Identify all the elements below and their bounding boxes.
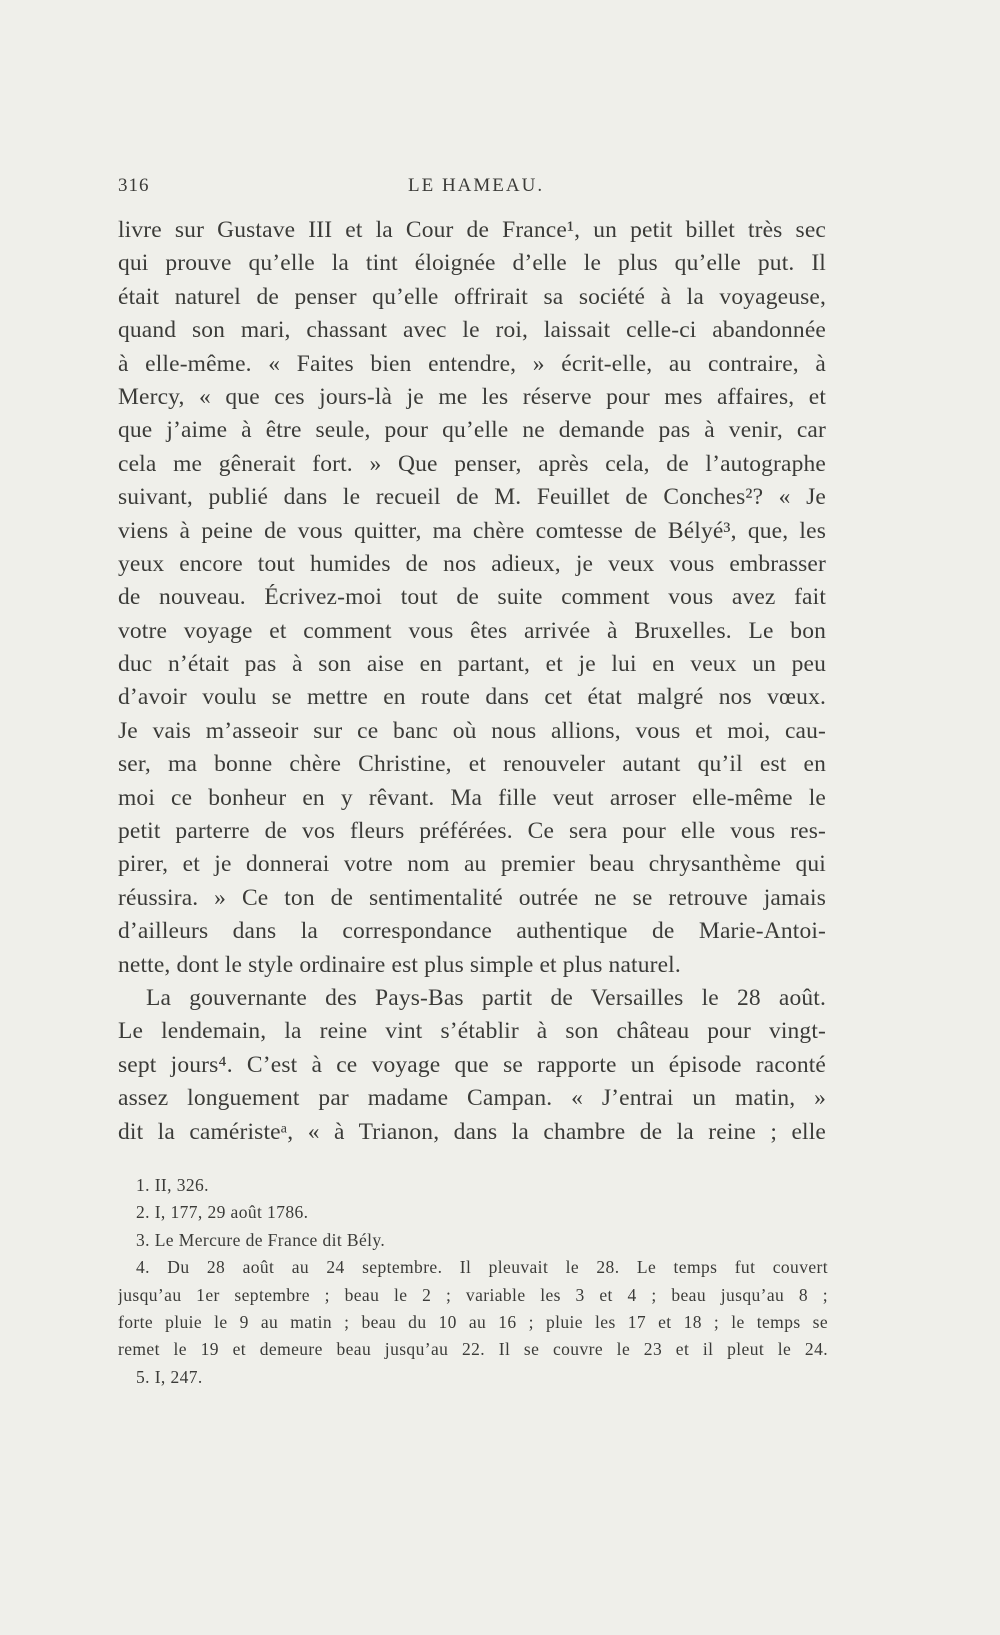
- text-line: livre sur Gustave III et la Cour de France¹, un petit billet très sec: [118, 217, 826, 243]
- text-line: quand son mari, chassant avec le roi, laissait celle-ci abandonnée: [118, 317, 826, 344]
- text-line: dit la caméristeᵃ, « à Trianon, dans la chambre de la reine ; elle: [118, 1118, 826, 1145]
- footnote: 4. Du 28 août au 24 septembre. Il pleuvait le 28. Le temps fut couvert: [136, 1257, 828, 1278]
- footnote-continuation: jusqu’au 1er septembre ; beau le 2 ; variable les 3 et 4 ; beau jusqu’au 8 ;: [118, 1284, 828, 1305]
- text-line: à elle-même. « Faites bien entendre, » écrit-elle, au contraire, à: [118, 350, 826, 377]
- body-text: [118, 214, 826, 1149]
- footnote: 1. II, 326.: [136, 1175, 209, 1195]
- text-line: d’ailleurs dans la correspondance authentique de Marie-Antoi-: [118, 918, 826, 945]
- text-line: ser, ma bonne chère Christine, et renouveler autant qu’il est en: [118, 751, 826, 778]
- text-line: qui prouve qu’elle la tint éloignée d’elle le plus qu’elle put. Il: [118, 250, 826, 277]
- text-line: cela me gênerait fort. » Que penser, après cela, de l’autographe: [118, 450, 826, 477]
- text-line: votre voyage et comment vous êtes arrivée à Bruxelles. Le bon: [118, 617, 826, 644]
- text-line: La gouvernante des Pays-Bas partit de Versailles le 28 août.: [146, 984, 826, 1011]
- text-line: Je vais m’asseoir sur ce banc où nous allions, vous et moi, cau-: [118, 717, 826, 744]
- text-line: de nouveau. Écrivez-moi tout de suite comment vous avez fait: [118, 584, 826, 611]
- text-line: d’avoir voulu se mettre en route dans cet état malgré nos vœux.: [118, 684, 826, 711]
- text-line: suivant, publié dans le recueil de M. Feuillet de Conches²? « Je: [118, 484, 826, 511]
- footnote: 2. I, 177, 29 août 1786.: [136, 1202, 309, 1223]
- footnote: 3. Le Mercure de France dit Bély.: [136, 1229, 386, 1250]
- text-line: était naturel de penser qu’elle offrirait sa société à la voyageuse,: [118, 283, 826, 310]
- footnote: 5. I, 247.: [136, 1366, 203, 1387]
- footnotes: [118, 1172, 828, 1391]
- footnote-continuation: forte pluie le 9 au matin ; beau du 10 au 16 ; pluie les 17 et 18 ; le temps se: [118, 1311, 828, 1332]
- footnote-continuation: remet le 19 et demeure beau jusqu’au 22. Il se couvre le 23 et il pleut le 24.: [118, 1339, 828, 1360]
- text-line: viens à peine de vous quitter, ma chère comtesse de Bélyé³, que, les: [118, 517, 826, 544]
- text-line: assez longuement par madame Campan. « J’entrai un matin, »: [118, 1085, 826, 1112]
- text-line: nette, dont le style ordinaire est plus simple et plus naturel.: [118, 951, 681, 978]
- page-number: 316: [118, 175, 150, 196]
- text-line: que j’aime à être seule, pour qu’elle ne demande pas à venir, car: [118, 417, 826, 444]
- text-line: sept jours⁴. C’est à ce voyage que se rapporte un épisode raconté: [118, 1051, 826, 1078]
- text-line: Mercy, « que ces jours-là je me les réserve pour mes affaires, et: [118, 383, 826, 410]
- text-line: moi ce bonheur en y rêvant. Ma fille veut arroser elle-même le: [118, 784, 826, 811]
- text-line: pirer, et je donnerai votre nom au premier beau chrysanthème qui: [118, 851, 826, 878]
- page-header: [118, 175, 828, 205]
- text-line: duc n’était pas à son aise en partant, et je lui en veux un peu: [118, 651, 826, 678]
- text-line: yeux encore tout humides de nos adieux, je veux vous embrasser: [118, 550, 826, 577]
- text-line: petit parterre de vos fleurs préférées. Ce sera pour elle vous res-: [118, 818, 826, 845]
- text-line: réussira. » Ce ton de sentimentalité outrée ne se retrouve jamais: [118, 884, 826, 911]
- text-line: Le lendemain, la reine vint s’établir à son château pour vingt-: [118, 1018, 826, 1045]
- running-title: LE HAMEAU.: [408, 175, 545, 196]
